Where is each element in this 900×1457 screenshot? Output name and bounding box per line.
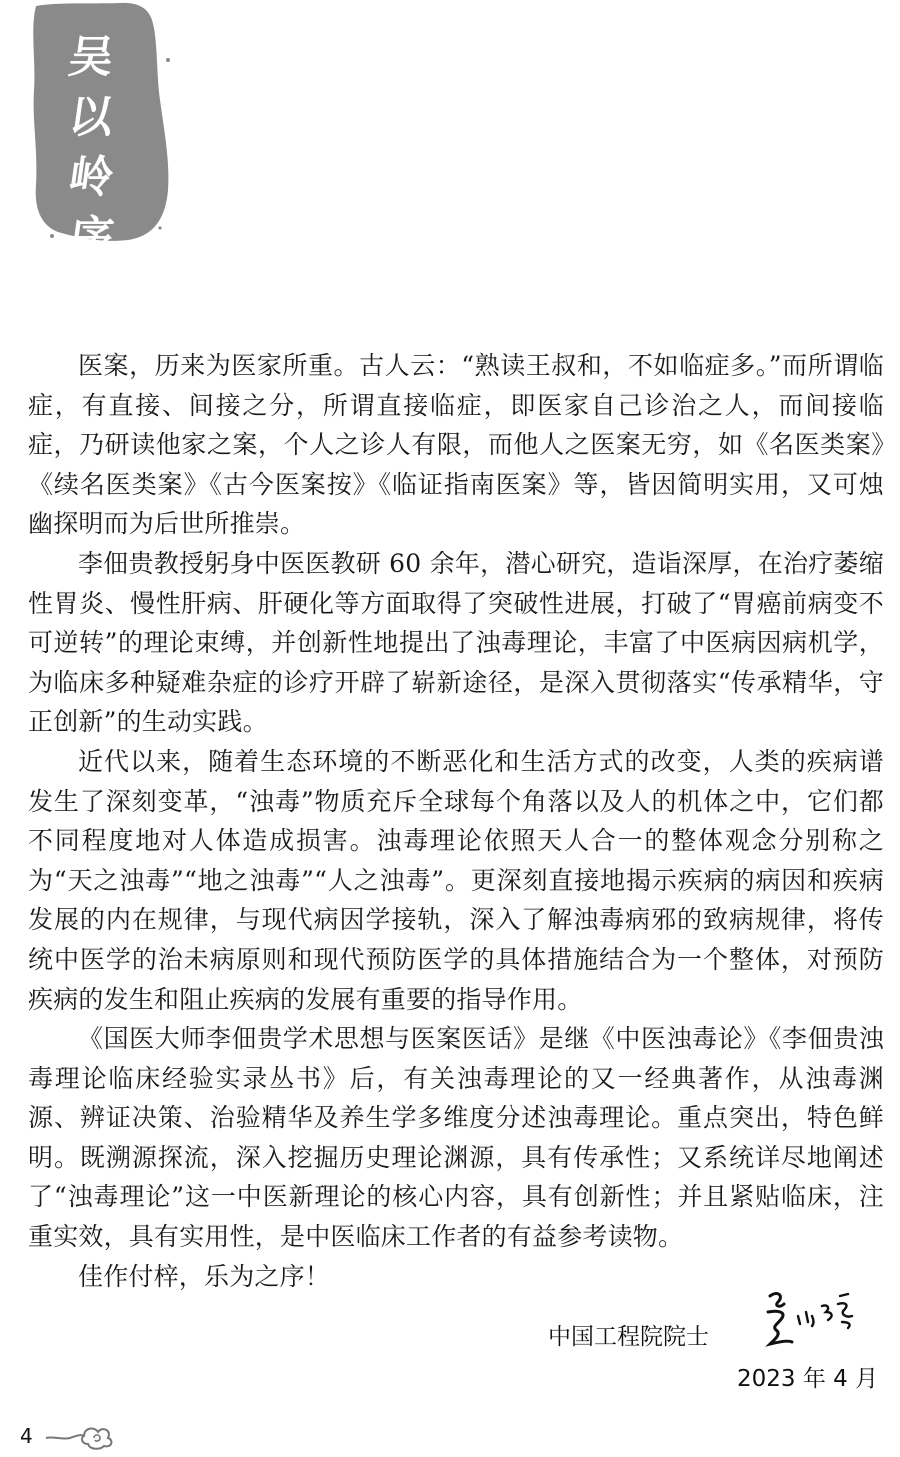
paragraph: 《国医大师李佃贵学术思想与医案医话》是继《中医浊毒论》《李佃贵浊毒理论临床经验实录丛书》后，有关浊毒理论的又一经典著作，从浊毒渊源、辨证决策、治验精华及养生学多维度分述浊毒理论。重点突出，特色鲜明。既溯源探流，深入挖掘历史理论渊源，具有传承性；又系统详尽地阐述了“浊毒理论”这一中医新理论的核心内容，具有创新性；并且紧贴临床，注重实效，具有实用性，是中医临床工作者的有益参考读物。 [28,1024,884,1252]
preface-body [28,346,884,1296]
date: 2023 年 4 月 [737,1366,879,1392]
paragraph: 佳作付梓，乐为之序！ [78,1261,331,1291]
paragraph: 近代以来，随着生态环境的不断恶化和生活方式的改变，人类的疾病谱发生了深刻变革，“浊毒”物质充斥全球每个角落以及人的机体之中，它们都不同程度地对人体造成损害。浊毒理论依照天人合一的整体观念分别称之为“天之浊毒”“地之浊毒”“人之浊毒”。更深刻直接地揭示疾病的病因和疾病发展的内在规律，与现代病因学接轨，深入了解浊毒病邪的致病规律，将传统中医学的治未病原则和现代预防医学的具体措施结合为一个整体，对预防疾病的发生和阻止疾病的发展有重要的指导作用。 [28,746,884,1014]
paragraph: 医案，历来为医家所重。古人云：“熟读王叔和，不如临症多。”而所谓临症，有直接、间接之分，所谓直接临症，即医家自己诊治之人，而间接临症，乃研读他家之案，个人之诊人有限，而他人之医案无穷，如《名医类案》《续名医类案》《古今医案按》《临证指南医案》等，皆因简明实用，又可烛幽探明而为后世所推崇。 [28,351,884,539]
title-stamp [28,0,178,263]
stamp-char: 序 [65,212,117,263]
author-title: 中国工程院院士 [548,1324,709,1350]
handwritten-signature [748,1282,868,1362]
stamp-char: 岭 [65,152,117,203]
page-number: 4 [20,1424,33,1448]
paragraph: 李佃贵教授躬身中医医教研 60 余年，潜心研究，造诣深厚，在治疗萎缩性胃炎、慢性肝病、肝硬化等方面取得了突破性进展，打破了“胃癌前病变不可逆转”的理论束缚，并创新性地提出了浊毒理论，丰富了中医病因病机学，为临床多种疑难杂症的诊疗开辟了崭新途径，是深入贯彻落实“传承精华，守正创新”的生动实践。 [28,548,884,737]
stamp-char: 吴 [65,32,117,83]
stamp-title [28,28,154,268]
cloud-ornament-icon [44,1422,116,1452]
stamp-char: 以 [65,92,117,143]
